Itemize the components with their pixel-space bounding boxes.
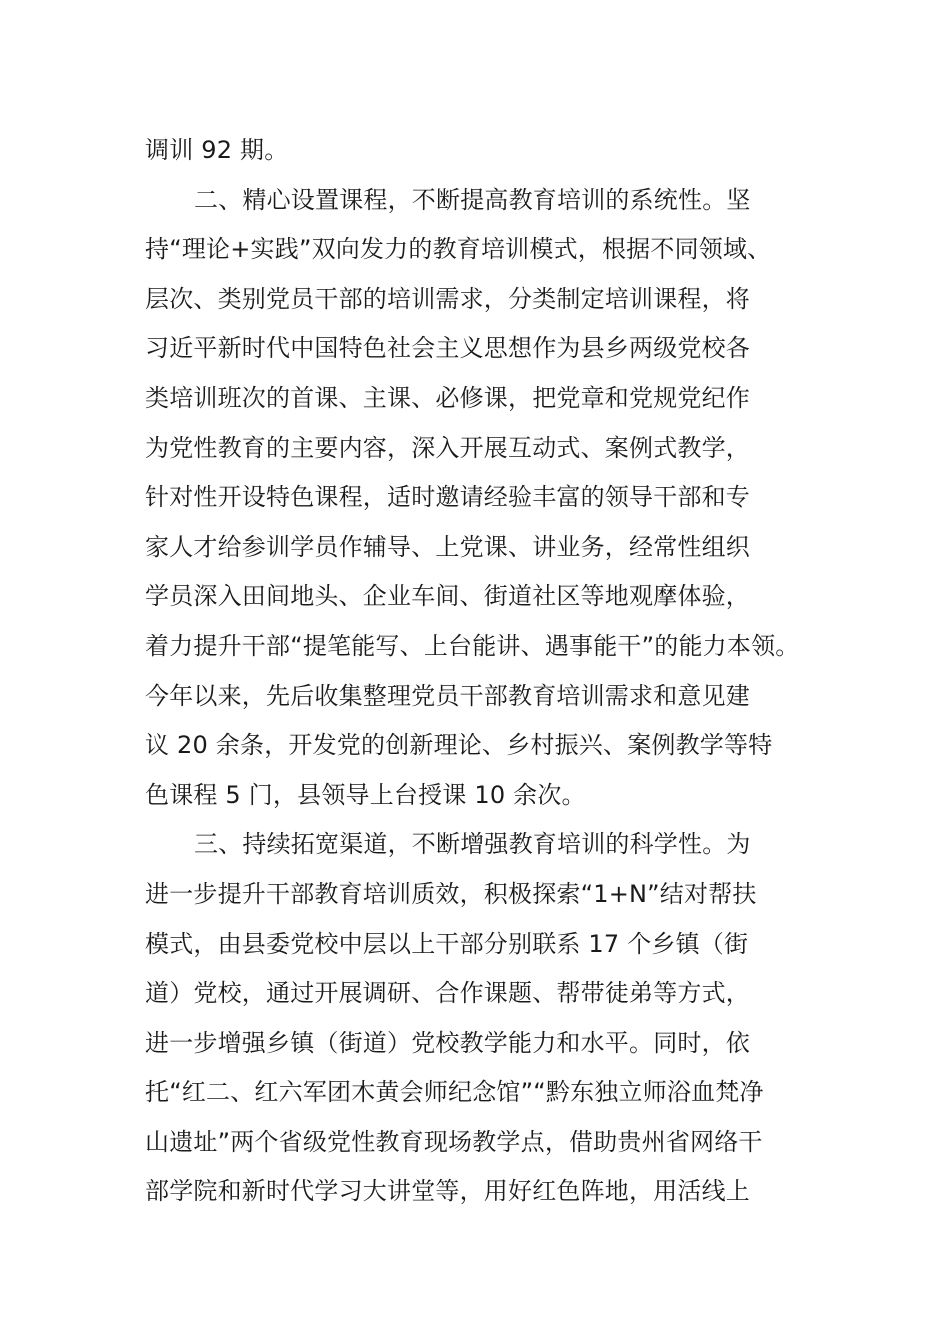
text-line: 模式，由县委党校中层以上干部分别联系 17 个乡镇（街 xyxy=(145,929,749,958)
text-line: 为党性教育的主要内容，深入开展互动式、案例式教学， xyxy=(145,433,750,462)
text-line: 着力提升干部“提笔能写、上台能讲、遇事能干”的能力本领。 xyxy=(145,631,800,660)
text-line: 学员深入田间地头、企业车间、街道社区等地观摩体验， xyxy=(145,582,750,611)
text-line: 针对性开设特色课程，适时邀请经验丰富的领导干部和专 xyxy=(145,483,750,512)
document-body xyxy=(0,126,950,1217)
text-line: 习近平新时代中国特色社会主义思想作为县乡两级党校各 xyxy=(145,334,750,363)
text-line: 今年以来，先后收集整理党员干部教育培训需求和意见建 xyxy=(145,681,750,710)
text-line: 持“理论+实践”双向发力的教育培训模式，根据不同领域、 xyxy=(145,235,772,264)
text-line: 层次、类别党员干部的培训需求，分类制定培训课程，将 xyxy=(145,284,750,313)
text-line: 进一步增强乡镇（街道）党校教学能力和水平。同时，依 xyxy=(145,1028,750,1057)
text-line: 部学院和新时代学习大讲堂等，用好红色阵地，用活线上 xyxy=(145,1177,750,1206)
text-line: 议 20 余条，开发党的创新理论、乡村振兴、案例教学等特 xyxy=(145,731,773,760)
text-line: 进一步提升干部教育培训质效，积极探索“1+N”结对帮扶 xyxy=(145,879,757,908)
paragraph-first-line: 三、持续拓宽渠道，不断增强教育培训的科学性。为 xyxy=(194,830,751,859)
text-line: 类培训班次的首课、主课、必修课，把党章和党规党纪作 xyxy=(145,383,750,412)
text-line: 家人才给参训学员作辅导、上党课、讲业务，经常性组织 xyxy=(145,532,750,561)
text-line: 山遗址”两个省级党性教育现场教学点，借助贵州省网络干 xyxy=(145,1127,763,1156)
paragraph-first-line: 二、精心设置课程，不断提高教育培训的系统性。坚 xyxy=(194,185,751,214)
text-line: 色课程 5 门，县领导上台授课 10 余次。 xyxy=(145,780,586,809)
text-line: 道）党校，通过开展调研、合作课题、帮带徒弟等方式， xyxy=(145,979,750,1008)
text-line: 调训 92 期。 xyxy=(145,136,289,164)
text-line: 托“红二、红六军团木黄会师纪念馆”“黔东独立师浴血梵净 xyxy=(145,1078,764,1107)
